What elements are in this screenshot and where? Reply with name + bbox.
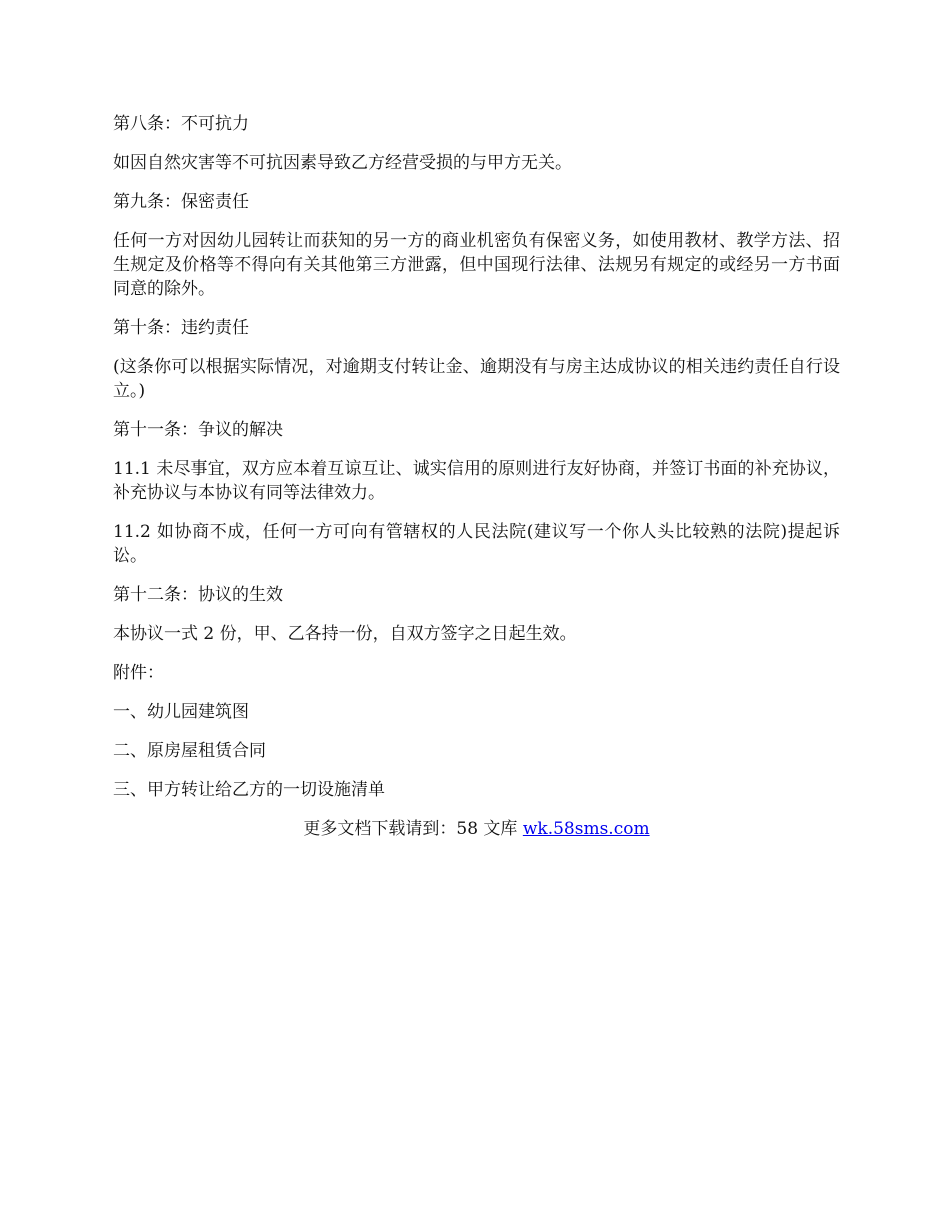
- download-footer: [113, 817, 840, 841]
- article-8-heading: 第八条：不可抗力: [113, 114, 249, 134]
- attachment-item-2: 二、原房屋租赁合同: [113, 741, 266, 761]
- article-12-heading: 第十二条：协议的生效: [113, 585, 283, 605]
- attachment-item-3: 三、甲方转让给乙方的一切设施清单: [113, 780, 385, 800]
- article-10-heading: 第十条：违约责任: [113, 318, 249, 338]
- footer-prefix: 更多文档下载请到：58 文库: [303, 819, 523, 839]
- article-12-text: 本协议一式 2 份，甲、乙各持一份，自双方签字之日起生效。: [113, 624, 577, 644]
- document-body: [113, 112, 840, 841]
- article-9-text: 任何一方对因幼儿园转让而获知的另一方的商业机密负有保密义务，如使用教材、教学方法、招生规定及价格等不得向有关其他第三方泄露，但中国现行法律、法规另有规定的或经另一方书面同意的除外。: [113, 231, 840, 299]
- attachment-item-1: 一、幼儿园建筑图: [113, 702, 249, 722]
- article-10-text: (这条你可以根据实际情况，对逾期支付转让金、逾期没有与房主达成协议的相关违约责任自行设立。): [113, 357, 840, 401]
- article-11-1-text: 11.1 未尽事宜，双方应本着互谅互让、诚实信用的原则进行友好协商，并签订书面的补充协议，补充协议与本协议有同等法律效力。: [113, 459, 840, 503]
- article-9-heading: 第九条：保密责任: [113, 192, 249, 212]
- footer-link[interactable]: wk.58sms.com: [522, 819, 650, 839]
- article-11-2-text: 11.2 如协商不成，任何一方可向有管辖权的人民法院(建议写一个你人头比较熟的法院)提起诉讼。: [113, 522, 840, 566]
- attachments-heading: 附件：: [113, 663, 164, 683]
- article-11-heading: 第十一条：争议的解决: [113, 420, 283, 440]
- article-8-text: 如因自然灾害等不可抗因素导致乙方经营受损的与甲方无关。: [113, 153, 572, 173]
